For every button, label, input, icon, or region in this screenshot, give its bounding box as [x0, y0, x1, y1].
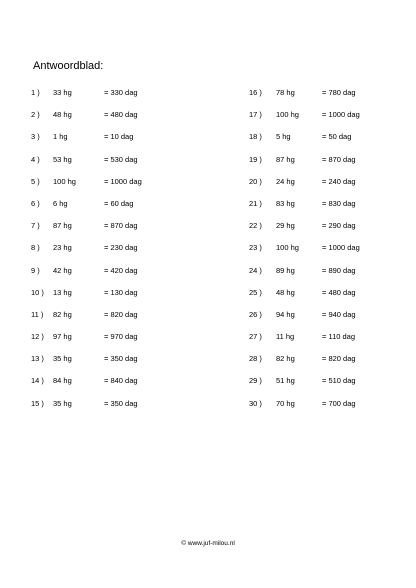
answer-row [249, 108, 409, 130]
exercise-answer: = 870 dag [322, 154, 356, 164]
exercise-value: 35 hg [53, 354, 72, 364]
exercise-value: 48 hg [53, 110, 72, 120]
exercise-number: 2 ) [31, 110, 40, 120]
answer-row [249, 197, 409, 219]
answer-row [249, 264, 409, 286]
exercise-number: 26 ) [249, 309, 262, 319]
exercise-value: 89 hg [276, 265, 295, 275]
answer-row [31, 308, 191, 330]
exercise-answer: = 130 dag [104, 287, 138, 297]
exercise-answer: = 530 dag [104, 154, 138, 164]
exercise-number: 16 ) [249, 88, 262, 97]
exercise-answer: = 970 dag [104, 332, 138, 342]
exercise-number: 25 ) [249, 287, 262, 297]
answer-row [31, 175, 191, 197]
exercise-answer: = 60 dag [104, 198, 134, 208]
answer-row [31, 108, 191, 130]
answer-row [31, 397, 191, 419]
exercise-value: 11 hg [276, 332, 295, 342]
exercise-number: 21 ) [249, 198, 262, 208]
exercise-value: 87 hg [276, 154, 295, 164]
exercise-value: 5 hg [276, 132, 291, 142]
answer-row [31, 241, 191, 263]
answer-row [31, 286, 191, 308]
answer-row [31, 374, 191, 396]
exercise-value: 84 hg [53, 376, 72, 386]
answer-row [249, 330, 409, 352]
exercise-value: 24 hg [276, 176, 295, 186]
exercise-number: 12 ) [31, 332, 44, 342]
answer-row [249, 397, 409, 419]
exercise-value: 100 hg [276, 110, 299, 120]
answer-row [31, 219, 191, 241]
exercise-number: 4 ) [31, 154, 40, 164]
exercise-value: 6 hg [53, 198, 68, 208]
exercise-number: 7 ) [31, 221, 40, 231]
answer-row [31, 130, 191, 152]
answer-row [249, 286, 409, 308]
exercise-value: 48 hg [276, 287, 295, 297]
exercise-number: 8 ) [31, 243, 40, 253]
exercise-answer: = 420 dag [104, 265, 138, 275]
exercise-number: 23 ) [249, 243, 262, 253]
exercise-number: 14 ) [31, 376, 44, 386]
exercise-answer: = 110 dag [322, 332, 356, 342]
exercise-answer: = 330 dag [104, 88, 138, 97]
answer-row [31, 86, 191, 108]
exercise-answer: = 780 dag [322, 88, 356, 97]
answer-row [249, 130, 409, 152]
answer-row [249, 153, 409, 175]
exercise-answer: = 350 dag [104, 398, 138, 408]
exercise-answer: = 240 dag [322, 176, 356, 186]
exercise-answer: = 890 dag [322, 265, 356, 275]
exercise-answer: = 230 dag [104, 243, 138, 253]
exercise-value: 23 hg [53, 243, 72, 253]
footer-copyright: © www.juf-milou.nl [181, 540, 235, 547]
exercise-number: 15 ) [31, 398, 44, 408]
answer-row [249, 219, 409, 241]
exercise-number: 27 ) [249, 332, 262, 342]
exercise-answer: = 700 dag [322, 398, 356, 408]
exercise-answer: = 820 dag [104, 309, 138, 319]
exercise-answer: = 1000 dag [322, 243, 360, 253]
exercise-value: 42 hg [53, 265, 72, 275]
exercise-value: 70 hg [276, 398, 295, 408]
exercise-value: 35 hg [53, 398, 72, 408]
exercise-number: 29 ) [249, 376, 262, 386]
exercise-number: 30 ) [249, 398, 262, 408]
exercise-number: 22 ) [249, 221, 262, 231]
exercise-number: 17 ) [249, 110, 262, 120]
answer-row [31, 352, 191, 374]
answer-row [249, 241, 409, 263]
exercise-number: 5 ) [31, 176, 40, 186]
exercise-number: 9 ) [31, 265, 40, 275]
answer-row [31, 153, 191, 175]
exercise-answer: = 50 dag [322, 132, 352, 142]
exercise-number: 11 ) [31, 309, 44, 319]
exercise-value: 100 hg [276, 243, 299, 253]
exercise-value: 94 hg [276, 309, 295, 319]
answer-row [249, 352, 409, 374]
exercise-value: 82 hg [276, 354, 295, 364]
exercise-value: 78 hg [276, 88, 295, 97]
exercise-value: 13 hg [53, 287, 72, 297]
answer-row [249, 374, 409, 396]
exercise-number: 24 ) [249, 265, 262, 275]
exercise-number: 18 ) [249, 132, 262, 142]
exercise-answer: = 510 dag [322, 376, 356, 386]
answer-row [31, 330, 191, 352]
exercise-value: 87 hg [53, 221, 72, 231]
answer-row [31, 264, 191, 286]
exercise-number: 3 ) [31, 132, 40, 142]
exercise-answer: = 1000 dag [322, 110, 360, 120]
exercise-number: 20 ) [249, 176, 262, 186]
exercise-value: 97 hg [53, 332, 72, 342]
exercise-answer: = 480 dag [104, 110, 138, 120]
exercise-value: 33 hg [53, 88, 72, 97]
page-title: Antwoordblad: [33, 60, 104, 72]
exercise-answer: = 290 dag [322, 221, 356, 231]
exercise-number: 6 ) [31, 198, 40, 208]
exercise-value: 29 hg [276, 221, 295, 231]
exercise-answer: = 480 dag [322, 287, 356, 297]
exercise-answer: = 830 dag [322, 198, 356, 208]
exercise-answer: = 940 dag [322, 309, 356, 319]
exercise-value: 82 hg [53, 309, 72, 319]
answer-list-right [249, 86, 409, 419]
exercise-answer: = 820 dag [322, 354, 356, 364]
exercise-number: 1 ) [31, 88, 40, 97]
exercise-answer: = 870 dag [104, 221, 138, 231]
exercise-number: 13 ) [31, 354, 44, 364]
exercise-answer: = 10 dag [104, 132, 134, 142]
exercise-answer: = 350 dag [104, 354, 138, 364]
exercise-answer: = 840 dag [104, 376, 138, 386]
exercise-number: 10 ) [31, 287, 44, 297]
exercise-number: 28 ) [249, 354, 262, 364]
exercise-value: 51 hg [276, 376, 295, 386]
exercise-value: 53 hg [53, 154, 72, 164]
exercise-value: 100 hg [53, 176, 76, 186]
exercise-number: 19 ) [249, 154, 262, 164]
answer-row [249, 86, 409, 108]
answer-row [31, 197, 191, 219]
answer-list-left [31, 86, 191, 419]
exercise-value: 83 hg [276, 198, 295, 208]
exercise-answer: = 1000 dag [104, 176, 142, 186]
answer-row [249, 175, 409, 197]
exercise-value: 1 hg [53, 132, 68, 142]
answer-row [249, 308, 409, 330]
